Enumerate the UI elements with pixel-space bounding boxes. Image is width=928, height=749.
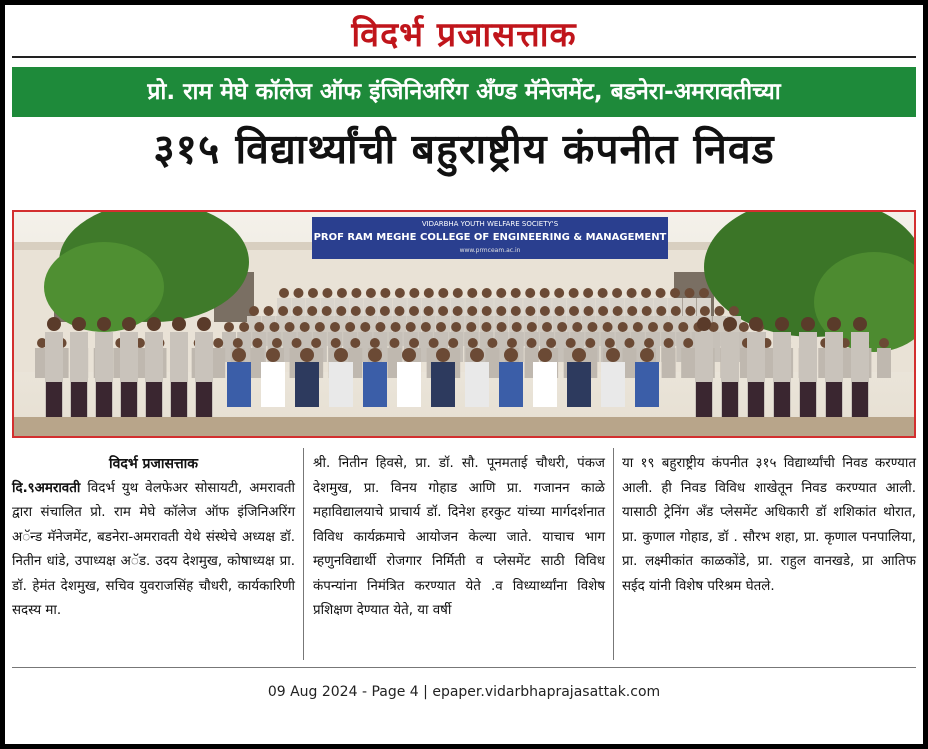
photo-seated-person <box>465 362 489 407</box>
photo-seated-person <box>261 362 285 407</box>
photo-person-head <box>239 322 249 332</box>
photo-person-head <box>424 288 434 298</box>
photo-standing-head <box>853 317 867 331</box>
photo-person-head <box>351 306 361 316</box>
photo-person-head <box>542 322 552 332</box>
photo-person-head <box>612 288 622 298</box>
photo-person-head <box>598 288 608 298</box>
photo-person-head <box>525 288 535 298</box>
photo-person-head <box>370 338 380 348</box>
photo-seated-person <box>567 362 591 407</box>
photo-seated-head <box>300 348 314 362</box>
photo-person-head <box>453 288 463 298</box>
photo-person-head <box>627 288 637 298</box>
photo-person-head <box>879 338 889 348</box>
photo-seated-head <box>334 348 348 362</box>
photo-person-head <box>714 306 724 316</box>
photo-person-head <box>451 322 461 332</box>
photo-person-head <box>360 322 370 332</box>
photo-person-head <box>678 322 688 332</box>
photo-standing-legs <box>774 382 790 417</box>
footer-separator: - <box>361 684 372 700</box>
photo-seated-head <box>232 348 246 362</box>
photo-person-head <box>685 306 695 316</box>
masthead-divider <box>12 56 916 58</box>
photo-person-head <box>603 322 613 332</box>
photo-standing-head <box>723 317 737 331</box>
column-1-text: विदर्भ युथ वेलफेअर सोसायटी, अमरावती द्वारा संचालित प्रो. राम मेघे कॉलेज ऑफ इंजिनिअरिंग अॅन्ड मॅनेजमेंट, बडनेरा-अमरावती येथे संस्थेचे अध्यक्ष डॉ. नितीन धांडे, उपाध्यक्ष अॅड. उदय देशमुख, कोषाध्यक्ष प्रा. डॉ. हेमंत देशमुख, सचिव युवराजसिंह चौधरी, कार्यकारिणी सदस्य मा. <box>12 480 295 618</box>
photo-person-head <box>624 338 634 348</box>
photo-seated-person <box>363 362 387 407</box>
photo-person-head <box>613 306 623 316</box>
photo-person-head <box>641 288 651 298</box>
photo-person <box>662 348 676 378</box>
photo-person-head <box>331 338 341 348</box>
photo-standing-legs <box>852 382 868 417</box>
photo-person-head <box>436 322 446 332</box>
photo-person-head <box>292 338 302 348</box>
photo-person-head <box>293 288 303 298</box>
photo-seated-person <box>635 362 659 407</box>
photo-person-head <box>365 306 375 316</box>
photo-person-head <box>311 338 321 348</box>
photo-person-head <box>605 338 615 348</box>
photo-person-head <box>497 322 507 332</box>
photo-person-head <box>254 322 264 332</box>
photo-person <box>211 348 225 378</box>
photo-person-head <box>421 322 431 332</box>
photo-standing-head <box>147 317 161 331</box>
photo-person-head <box>308 288 318 298</box>
photo-person-head <box>438 288 448 298</box>
photo-person-head <box>566 338 576 348</box>
group-photo <box>12 210 916 438</box>
article-column-3: या १९ बहुराष्ट्रीय कंपनीत ३१५ विद्यार्थ्यांची निवड करण्यात आली. ही निवड विविध शाखेतून निवड करण्यात आली. यासाठी ट्रेनिंग अँड प्लेसमेंट अधिकारी डॉ शशिकांत थोरात, प्रा. कुणाल गोहाड, डॉ . सौरभ शहा, प्रा. कृणाल पनपालिया, प्रा. लक्ष्मीकांत काळकोंडे, प्रा. राहुल वानखडे, प्रा आतिफ सईद यांनी विशेष परिश्रम घेतले. <box>622 456 916 594</box>
article-column-2: श्री. नितीन हिवसे, प्रा. डॉ. सौ. पूनमताई चौधरी, पंकज देशमुख, प्रा. विनय गोहाड आणि प्रा. गजानन काळे महाविद्यालयाचे प्राचार्य डॉ. दिनेश हरकुट यांच्या मार्गदर्शनात विविध कार्यक्रमाचे आयोजन केल्या जाते. याचाच भाग म्हणुनविद्यार्थी रोजगार निर्मिती व प्लेसमेंट साठी विविध कंपन्यांना निमंत्रित करण्यात येते .व विध्यार्थ्यांना विशेष प्रशिक्षण देण्यात येते, या वर्षी <box>313 456 605 618</box>
photo-person-head <box>739 322 749 332</box>
photo-person-head <box>685 288 695 298</box>
photo-person-head <box>683 338 693 348</box>
photo-seated-person <box>295 362 319 407</box>
photo-standing-legs <box>96 382 112 417</box>
photo-person-head <box>546 338 556 348</box>
banner-main-text: PROF RAM MEGHE COLLEGE OF ENGINEERING & MANAGEMENT <box>313 232 667 243</box>
photo-person-head <box>330 322 340 332</box>
photo-seated-person <box>227 362 251 407</box>
photo-person-head <box>233 338 243 348</box>
photo-person-head <box>224 322 234 332</box>
photo-person-head <box>618 322 628 332</box>
photo-person-head <box>272 338 282 348</box>
column-divider <box>613 448 614 660</box>
photo-person-head <box>482 306 492 316</box>
photo-person-head <box>264 306 274 316</box>
photo-standing-head <box>122 317 136 331</box>
photo-seated-person <box>499 362 523 407</box>
photo-standing-head <box>801 317 815 331</box>
photo-standing-head <box>97 317 111 331</box>
photo-standing-legs <box>826 382 842 417</box>
photo-person-head <box>345 322 355 332</box>
banner-top-text: VIDARBHA YOUTH WELFARE SOCIETY'S <box>421 220 559 228</box>
photo-person-head <box>380 306 390 316</box>
photo-person-head <box>554 288 564 298</box>
photo-person-head <box>467 288 477 298</box>
photo-standing-legs <box>800 382 816 417</box>
photo-person-head <box>584 306 594 316</box>
photo-person-head <box>252 338 262 348</box>
footer-divider <box>12 667 916 668</box>
photo-person-head <box>511 306 521 316</box>
photo-person-head <box>487 338 497 348</box>
photo-standing-legs <box>121 382 137 417</box>
photo-person-head <box>279 288 289 298</box>
photo-person-head <box>540 288 550 298</box>
photo-seated-head <box>538 348 552 362</box>
photo-person-head <box>699 288 709 298</box>
photo-person-head <box>664 338 674 348</box>
photo-person-head <box>429 338 439 348</box>
photo-seated-head <box>606 348 620 362</box>
photo-person-head <box>395 288 405 298</box>
photo-person-head <box>527 322 537 332</box>
photo-person-head <box>671 306 681 316</box>
photo-person-head <box>583 288 593 298</box>
photo-person-head <box>525 306 535 316</box>
newspaper-masthead: विदर्भ प्रजासत्ताक <box>351 15 577 55</box>
photo-person-head <box>424 306 434 316</box>
article-kicker: विदर्भ प्रजासत्ताक <box>108 456 199 472</box>
photo-person <box>681 348 695 378</box>
photo-standing-legs <box>171 382 187 417</box>
photo-person-head <box>569 288 579 298</box>
footer-page: Page 4 <box>371 684 419 700</box>
photo-person-head <box>481 322 491 332</box>
photo-person-head <box>409 338 419 348</box>
article-strapline: प्रो. राम मेघे कॉलेज ऑफ इंजिनिअरिंग अँण्ड मॅनेजमेंट, बडनेरा-अमरावतीच्या <box>12 67 916 117</box>
photo-person-head <box>496 288 506 298</box>
photo-seated-head <box>266 348 280 362</box>
photo-seated-head <box>368 348 382 362</box>
photo-person-head <box>554 306 564 316</box>
photo-seated-head <box>572 348 586 362</box>
photo-seated-person <box>397 362 421 407</box>
photo-person-head <box>438 306 448 316</box>
photo-person-head <box>468 338 478 348</box>
photo-person-head <box>351 288 361 298</box>
photo-person-head <box>627 306 637 316</box>
photo-standing-legs <box>196 382 212 417</box>
photo-person-head <box>394 306 404 316</box>
photo-person-head <box>656 306 666 316</box>
photo-person-head <box>322 288 332 298</box>
photo-person-head <box>409 288 419 298</box>
photo-standing-legs <box>748 382 764 417</box>
photo-standing-head <box>47 317 61 331</box>
column-divider <box>303 448 304 660</box>
photo-seated-head <box>504 348 518 362</box>
photo-person-head <box>633 322 643 332</box>
photo-seated-head <box>640 348 654 362</box>
photo-person-head <box>448 338 458 348</box>
photo-person-head <box>467 306 477 316</box>
photo-person-head <box>585 338 595 348</box>
photo-seated-head <box>436 348 450 362</box>
article-dateline: दि.९अमरावती <box>12 480 81 496</box>
footer-pipe: | <box>423 684 433 700</box>
photo-person-head <box>466 322 476 332</box>
photo-standing-legs <box>722 382 738 417</box>
photo-person <box>877 348 891 378</box>
photo-person-head <box>496 306 506 316</box>
photo-seated-person <box>431 362 455 407</box>
photo-person-head <box>391 322 401 332</box>
banner-sub-text: www.prmceam.ac.in <box>459 247 521 254</box>
photo-person-head <box>380 288 390 298</box>
photo-person-head <box>512 322 522 332</box>
photo-person-head <box>409 306 419 316</box>
photo-standing-head <box>749 317 763 331</box>
photo-person-head <box>293 306 303 316</box>
article-headline: ३१५ विद्यार्थ्यांची बहुराष्ट्रीय कंपनीत निवड <box>153 125 775 173</box>
article-column-1 <box>12 452 295 624</box>
photo-standing-legs <box>46 382 62 417</box>
photo-person-head <box>350 338 360 348</box>
photo-person-head <box>269 322 279 332</box>
photo-person-head <box>406 322 416 332</box>
photo-standing-head <box>697 317 711 331</box>
photo-standing-head <box>197 317 211 331</box>
photo-person-head <box>285 322 295 332</box>
photo-standing-head <box>775 317 789 331</box>
photo-person-head <box>598 306 608 316</box>
photo-person-head <box>587 322 597 332</box>
photo-person-head <box>511 288 521 298</box>
photo-person-head <box>249 306 259 316</box>
photo-person-head <box>278 306 288 316</box>
photo-person-head <box>557 322 567 332</box>
photo-seated-head <box>470 348 484 362</box>
photo-person-head <box>663 322 673 332</box>
photo-person-head <box>572 322 582 332</box>
photo-person-head <box>656 288 666 298</box>
photo-standing-legs <box>71 382 87 417</box>
photo-person-head <box>366 288 376 298</box>
photo-person-head <box>453 306 463 316</box>
photo-standing-head <box>827 317 841 331</box>
photo-person-head <box>729 306 739 316</box>
photo-person-head <box>482 288 492 298</box>
photo-standing-legs <box>146 382 162 417</box>
photo-person-head <box>315 322 325 332</box>
photo-person-head <box>389 338 399 348</box>
photo-seated-person <box>601 362 625 407</box>
photo-standing-legs <box>696 382 712 417</box>
photo-standing-head <box>72 317 86 331</box>
photo-person-head <box>644 338 654 348</box>
photo-person-head <box>700 306 710 316</box>
page-footer <box>0 684 928 700</box>
photo-person-head <box>527 338 537 348</box>
photo-seated-head <box>402 348 416 362</box>
photo-person-head <box>307 306 317 316</box>
footer-site-link[interactable]: epaper.vidarbhaprajasattak.com <box>432 684 661 700</box>
photo-standing-head <box>172 317 186 331</box>
footer-date: 09 Aug 2024 <box>267 684 358 700</box>
photo-person-head <box>336 306 346 316</box>
photo-person-head <box>322 306 332 316</box>
photo-seated-person <box>533 362 557 407</box>
photo-person-head <box>670 288 680 298</box>
photo-person-head <box>507 338 517 348</box>
photo-person-head <box>642 306 652 316</box>
photo-person-head <box>337 288 347 298</box>
photo-person-head <box>375 322 385 332</box>
photo-person-head <box>300 322 310 332</box>
photo-person-head <box>648 322 658 332</box>
photo-person-head <box>540 306 550 316</box>
photo-seated-person <box>329 362 353 407</box>
photo-person-head <box>569 306 579 316</box>
photo-person-head <box>213 338 223 348</box>
